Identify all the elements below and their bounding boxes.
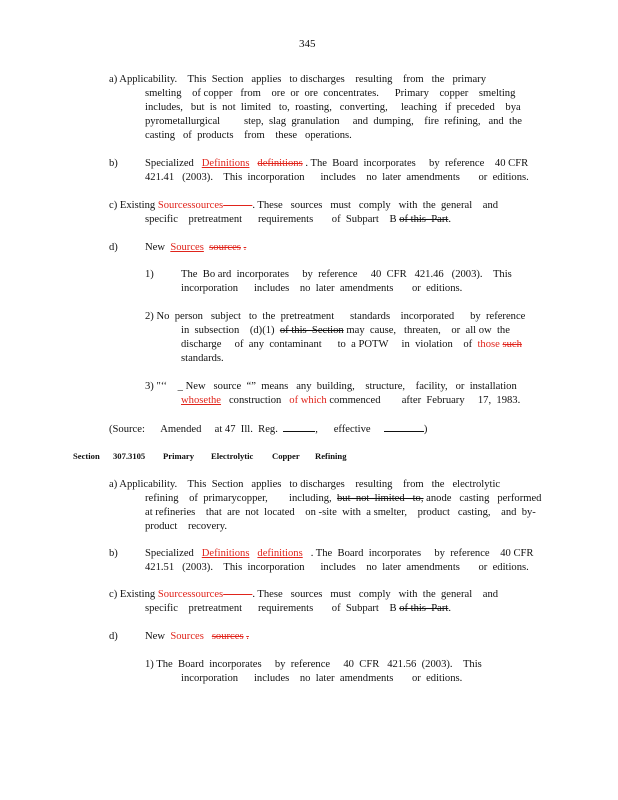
section-word: Section — [73, 451, 100, 461]
d1-line-2: incorporation includes no later amendments or editions. — [181, 283, 463, 294]
deleted-rule — [223, 589, 252, 600]
inserted-text: Definitions — [201, 158, 250, 169]
item-label-d: d) — [109, 631, 118, 642]
d2-line-3 — [181, 338, 522, 351]
d1-line-1: The Bo ard incorporates by reference 40 CFR 421.46 (2003). This — [181, 269, 512, 280]
section-number: 307.3105 — [113, 451, 146, 461]
d3-mid: construction — [228, 395, 282, 406]
inserted-text: definitions — [257, 548, 303, 559]
item-label-d: d) — [109, 242, 118, 253]
page-number: 345 — [299, 38, 316, 50]
inserted-text: of which — [289, 395, 327, 406]
new-pre: New — [145, 242, 166, 253]
existing-post: . These sources must comply with the general and — [252, 200, 499, 211]
new2-pre: New — [145, 631, 166, 642]
existing2-line-2-text: specific pretreatment requirements of Subpart B — [145, 603, 397, 614]
d3-post: commenced after February 17, 1983. — [329, 395, 521, 406]
d3-line-2 — [181, 394, 520, 407]
definitions-pre: Specialized — [145, 158, 194, 169]
new2-sources-line: New Sources sources . — [145, 631, 249, 642]
deleted-text: sources — [211, 631, 244, 642]
d2-line-4: standards. — [181, 353, 224, 364]
section-title-1: Primary — [163, 451, 195, 461]
existing-line-2-text: specific pretreatment requirements of Subpart B — [145, 214, 397, 225]
inserted-text: Definitions — [201, 548, 250, 559]
applicability2-line-2 — [145, 492, 541, 505]
new-sources-line: New Sources sources . — [145, 242, 247, 253]
item-label-b: b) — [109, 548, 118, 559]
applicability-line-3: includes, but is not limited to, roasting, converting, leaching if preceded bya — [145, 102, 521, 113]
item-label-1: 1) — [145, 269, 154, 280]
definitions2-post: . The Board incorporates by reference 40 CFR — [310, 548, 534, 559]
d3-line-1: 3) "‘‘ _ New source “” means any building, structure, facility, or installation — [145, 381, 517, 392]
blank-line — [283, 422, 315, 432]
deleted-text: of this Part — [399, 603, 449, 614]
definitions-line-2: 421.41 (2003). This incorporation includes no later amendments or editions. — [145, 172, 529, 183]
d2-line-2-post: may cause, threaten, or all ow the — [346, 325, 510, 336]
d1b-line-1: 1) The Board incorporates by reference 40 CFR 421.56 (2003). This — [145, 659, 482, 670]
definitions2-line-1 — [145, 547, 534, 560]
applicability-line-1: a) Applicability. This Section applies to discharges resulting from the primary — [109, 74, 486, 85]
deleted-text: definitions — [257, 158, 303, 169]
source-note-end: ) — [423, 424, 428, 435]
d1b-line-2: incorporation includes no later amendments or editions. — [181, 673, 463, 684]
definitions-line-1 — [145, 157, 528, 170]
deleted-text: such — [502, 339, 522, 350]
definitions2-pre: Specialized — [145, 548, 194, 559]
deleted-text: of this Section — [279, 325, 344, 336]
existing2-pre: c) Existing — [109, 589, 156, 600]
definitions-post: . The Board incorporates by reference 40 CFR — [305, 158, 529, 169]
deleted-text: of this Part — [399, 214, 449, 225]
existing2-line-2: specific pretreatment requirements of Subpart B of this Part. — [145, 603, 451, 614]
inserted-text: Sourcessources — [157, 200, 224, 211]
applicability2-line-2-post: anode casting performed — [426, 493, 542, 504]
inserted-text: Sourcessources — [157, 589, 224, 600]
existing-pre: c) Existing — [109, 200, 156, 211]
existing-line-2: specific pretreatment requirements of Subpart B of this Part. — [145, 214, 451, 225]
d2-line-2-pre: in subsection (d)(1) — [181, 325, 275, 336]
applicability2-line-3: at refineries that are not located on -site with a smelter, product casting, and by- — [145, 507, 536, 518]
d2-line-3-pre: discharge of any contaminant to a POTW in violation of — [181, 339, 473, 350]
inserted-text: Sources — [170, 631, 204, 642]
applicability2-line-1: a) Applicability. This Section applies to discharges resulting from the electrolytic — [109, 479, 501, 490]
applicability-line-2: smelting of copper from ore or ore concentrates. Primary copper smelting — [145, 88, 516, 99]
source-note — [109, 422, 427, 436]
inserted-text: whosethe — [181, 395, 222, 406]
source-note-mid: , effective — [315, 424, 371, 435]
applicability-line-5: casting of products from these operations. — [145, 130, 352, 141]
inserted-text: those — [477, 339, 500, 350]
d2-line-1: 2) No person subject to the pretreatment standards incorporated by reference — [145, 311, 526, 322]
inserted-text: Sources — [170, 242, 204, 253]
deleted-text: but not limited to, — [336, 493, 424, 504]
d2-line-2 — [181, 324, 510, 337]
deleted-text: sources — [209, 242, 241, 253]
section-title-3: Copper — [272, 451, 300, 461]
section-title-2: Electrolytic — [211, 451, 254, 461]
applicability2-line-4: product recovery. — [145, 521, 227, 532]
existing2-post: . These sources must comply with the general and — [252, 589, 499, 600]
blank-line — [384, 422, 424, 432]
definitions2-line-2: 421.51 (2003). This incorporation includes no later amendments or editions. — [145, 562, 529, 573]
existing2-line-1 — [109, 588, 498, 601]
section-title-4: Refining — [315, 451, 347, 461]
applicability2-line-2-pre: refining of primarycopper, including, — [145, 493, 332, 504]
deleted-rule — [223, 200, 252, 211]
item-label-b: b) — [109, 158, 118, 169]
source-note-pre: (Source: Amended at 47 Ill. Reg. — [109, 424, 278, 435]
existing-line-1 — [109, 199, 498, 212]
applicability-line-4: pyrometallurgical step, slag granulation and dumping, fire refining, and the — [145, 116, 522, 127]
